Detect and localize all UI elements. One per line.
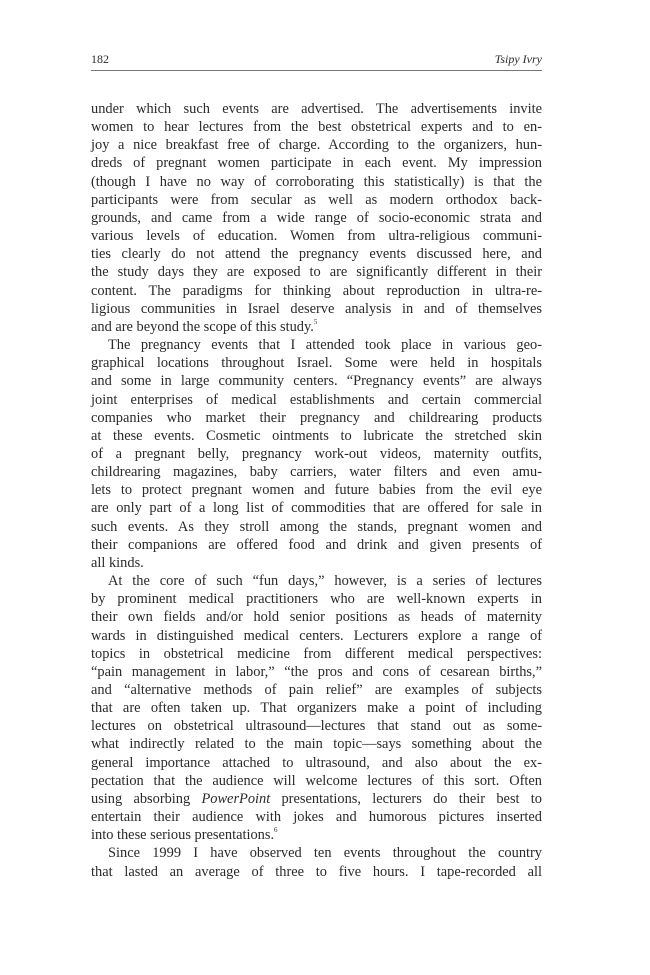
text-run: and are beyond the scope of this study.: [91, 318, 314, 335]
text-line: joy a nice breakfast free of charge. According to the organizers, hun-: [91, 137, 542, 154]
page-number: 182: [91, 52, 109, 66]
body-text: [91, 100, 542, 881]
text-line: childrearing magazines, baby carriers, water filters and even amu-: [91, 464, 542, 481]
text-line: of a pregnant belly, pregnancy work-out videos, maternity outfits,: [91, 445, 542, 462]
text-line: various levels of education. Women from ultra-religious communi-: [91, 228, 542, 245]
text-line: their companions are offered food and drink and given presents of: [91, 536, 542, 553]
text-line: pectation that the audience will welcome lectures of this sort. Often: [91, 772, 542, 789]
footnote-marker: 5: [313, 318, 318, 327]
text-line: by prominent medical practitioners who are well-known experts in: [91, 591, 542, 608]
text-line: what indirectly related to the main topic—says something about the: [91, 736, 542, 753]
text-line: [91, 318, 542, 336]
text-line: the study days they are exposed to are significantly different in their: [91, 264, 542, 281]
text-line: participants were from secular as well as modern orthodox back-: [91, 191, 542, 208]
text-line: such events. As they stroll among the stands, pregnant women and: [91, 518, 542, 535]
text-line: ties clearly do not attend the pregnancy events discussed here, and: [91, 246, 542, 263]
text-line: and “alternative methods of pain relief” are examples of subjects: [91, 682, 542, 698]
running-head-author: Tsipy Ivry: [494, 52, 542, 66]
text-line: companies who market their pregnancy and childrearing products: [91, 409, 542, 426]
text-line: [91, 790, 542, 808]
text-line: content. The paradigms for thinking about reproduction in ultra-re-: [91, 282, 542, 299]
footnote-marker: 6: [274, 826, 278, 835]
text-line: lets to protect pregnant women and future babies from the evil eye: [91, 482, 542, 499]
text-line: topics in obstetrical medicine from different medical perspectives:: [91, 645, 542, 662]
running-head: [91, 52, 542, 72]
text-line: lectures on obstetrical ultrasound—lectures that stand out as some-: [91, 718, 542, 735]
text-line: “pain management in labor,” “the pros and cons of cesarean births,”: [91, 663, 542, 680]
text-line: at these events. Cosmetic ointments to lubricate the stretched skin: [91, 427, 542, 444]
paragraph: [91, 100, 542, 336]
text-line: At the core of such “fun days,” however, is a series of lectures: [108, 573, 542, 590]
paragraph: [91, 572, 542, 844]
header-rule: [91, 70, 542, 71]
text-line: that are often taken up. That organizers make a point of including: [91, 700, 542, 717]
text-line: under which such events are advertised. The advertisements invite: [91, 101, 542, 117]
text-line: ligious communities in Israel deserve analysis in and of themselves: [91, 300, 542, 317]
text-line: that lasted an average of three to five hours. I tape-recorded all: [91, 863, 542, 880]
text-run: presentations, lecturers do their best to: [270, 790, 542, 807]
text-run: using absorbing: [91, 790, 202, 807]
emphasis-powerpoint: PowerPoint: [201, 790, 271, 807]
text-line: general importance attached to ultrasound, and also about the ex-: [91, 754, 542, 771]
text-line: grounds, and came from a wide range of socio-economic strata and: [91, 209, 542, 226]
text-line: women to hear lectures from the best obstetrical experts and to en-: [91, 119, 542, 136]
text-line: graphical locations throughout Israel. Some were held in hospitals: [91, 355, 542, 372]
text-line: all kinds.: [91, 554, 144, 571]
paragraph: [91, 844, 542, 880]
text-line: joint enterprises of medical establishments and certain commercial: [91, 391, 542, 408]
text-line: The pregnancy events that I attended took place in various geo-: [108, 337, 542, 354]
text-line: are only part of a long list of commodities that are offered for sale in: [91, 500, 542, 517]
text-line: (though I have no way of corroborating this statistically) is that the: [91, 173, 542, 190]
paragraph: [91, 336, 542, 572]
text-line: and some in large community centers. “Pregnancy events” are always: [91, 373, 542, 390]
text-run: into these serious presentations.: [91, 827, 275, 844]
text-line: wards in distinguished medical centers. Lecturers explore a range of: [91, 627, 542, 644]
text-line: [91, 826, 542, 844]
text-line: their own fields and/or hold senior positions as heads of maternity: [91, 609, 542, 626]
text-line: entertain their audience with jokes and humorous pictures inserted: [91, 809, 542, 826]
text-line: Since 1999 I have observed ten events throughout the country: [108, 845, 542, 862]
text-line: dreds of pregnant women participate in each event. My impression: [91, 155, 542, 172]
